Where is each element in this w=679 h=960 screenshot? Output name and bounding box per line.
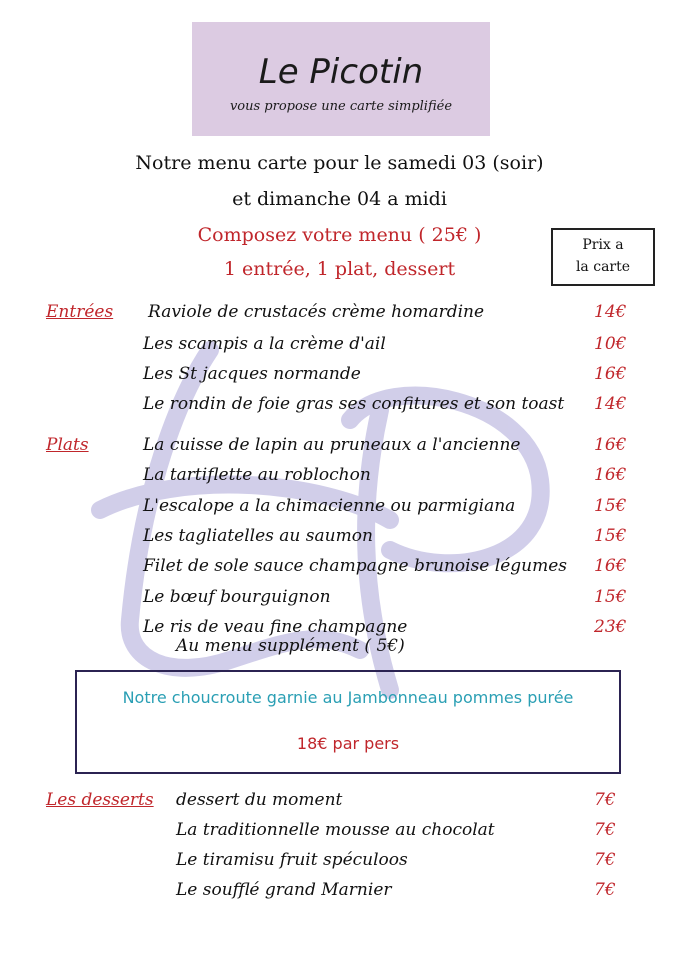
special-dish-box <box>75 670 621 774</box>
menu-item-price: 7€ <box>594 820 616 840</box>
menu-item-price: 16€ <box>594 435 627 455</box>
section-label-desserts: Les desserts <box>46 790 154 810</box>
menu-item: La traditionnelle mousse au chocolat <box>176 820 495 840</box>
menu-item: Le bœuf bourguignon <box>143 587 331 607</box>
prix-a-la-carte-box <box>551 228 655 286</box>
menu-item-price: 23€ <box>594 617 627 637</box>
restaurant-title: Le Picotin <box>258 52 424 92</box>
menu-item: Les scampis a la crème d'ail <box>143 334 386 354</box>
menu-item-price: 15€ <box>594 496 627 516</box>
menu-item-price: 15€ <box>594 526 627 546</box>
section-label-plats: Plats <box>46 435 89 455</box>
menu-item: Le soufflé grand Marnier <box>176 880 392 900</box>
restaurant-subtitle: vous propose une carte simplifiée <box>229 99 453 114</box>
menu-item: Filet de sole sauce champagne brunoise légumes <box>143 556 568 576</box>
menu-item-price: 16€ <box>594 364 627 384</box>
menu-item-price: 7€ <box>594 880 616 900</box>
menu-intro-line1: Notre menu carte pour le samedi 03 (soir) <box>135 152 544 174</box>
menu-item: dessert du moment <box>176 790 343 810</box>
menu-item: Le tiramisu fruit spéculoos <box>176 850 408 870</box>
menu-formula-title: Composez votre menu ( 25€ ) <box>197 224 482 246</box>
menu-intro-line2: et dimanche 04 a midi <box>232 188 447 210</box>
menu-item-price: 15€ <box>594 587 627 607</box>
menu-item-price: 7€ <box>594 850 616 870</box>
menu-item-price: 16€ <box>594 465 627 485</box>
menu-supplement: Au menu supplément ( 5€) <box>176 636 405 656</box>
prix-box-line1: Prix a <box>582 237 624 253</box>
menu-item: Les tagliatelles au saumon <box>143 526 373 546</box>
menu-item: Les St jacques normande <box>143 364 361 384</box>
prix-box-line2: la carte <box>575 259 631 275</box>
menu-item: L'escalope a la chimacienne ou parmigiana <box>143 496 516 516</box>
menu-formula-detail: 1 entrée, 1 plat, dessert <box>223 258 456 280</box>
special-dish-text: Notre choucroute garnie au Jambonneau pommes purée <box>122 688 574 707</box>
section-label-entrees: Entrées <box>46 302 114 322</box>
menu-item-price: 7€ <box>594 790 616 810</box>
menu-item-price: 16€ <box>594 556 627 576</box>
menu-item-price: 14€ <box>594 302 627 322</box>
menu-item-price: 14€ <box>594 394 627 414</box>
menu-item: Le rondin de foie gras ses confitures et son toast <box>143 394 565 414</box>
menu-item: Le ris de veau fine champagne <box>143 617 408 637</box>
menu-item: La tartiflette au roblochon <box>143 465 371 485</box>
header-banner <box>192 22 490 136</box>
menu-item: La cuisse de lapin au pruneaux a l'ancienne <box>143 435 521 455</box>
special-dish-price: 18€ par pers <box>296 734 400 753</box>
menu-item-price: 10€ <box>594 334 627 354</box>
menu-item: Raviole de crustacés crème homardine <box>148 302 485 322</box>
